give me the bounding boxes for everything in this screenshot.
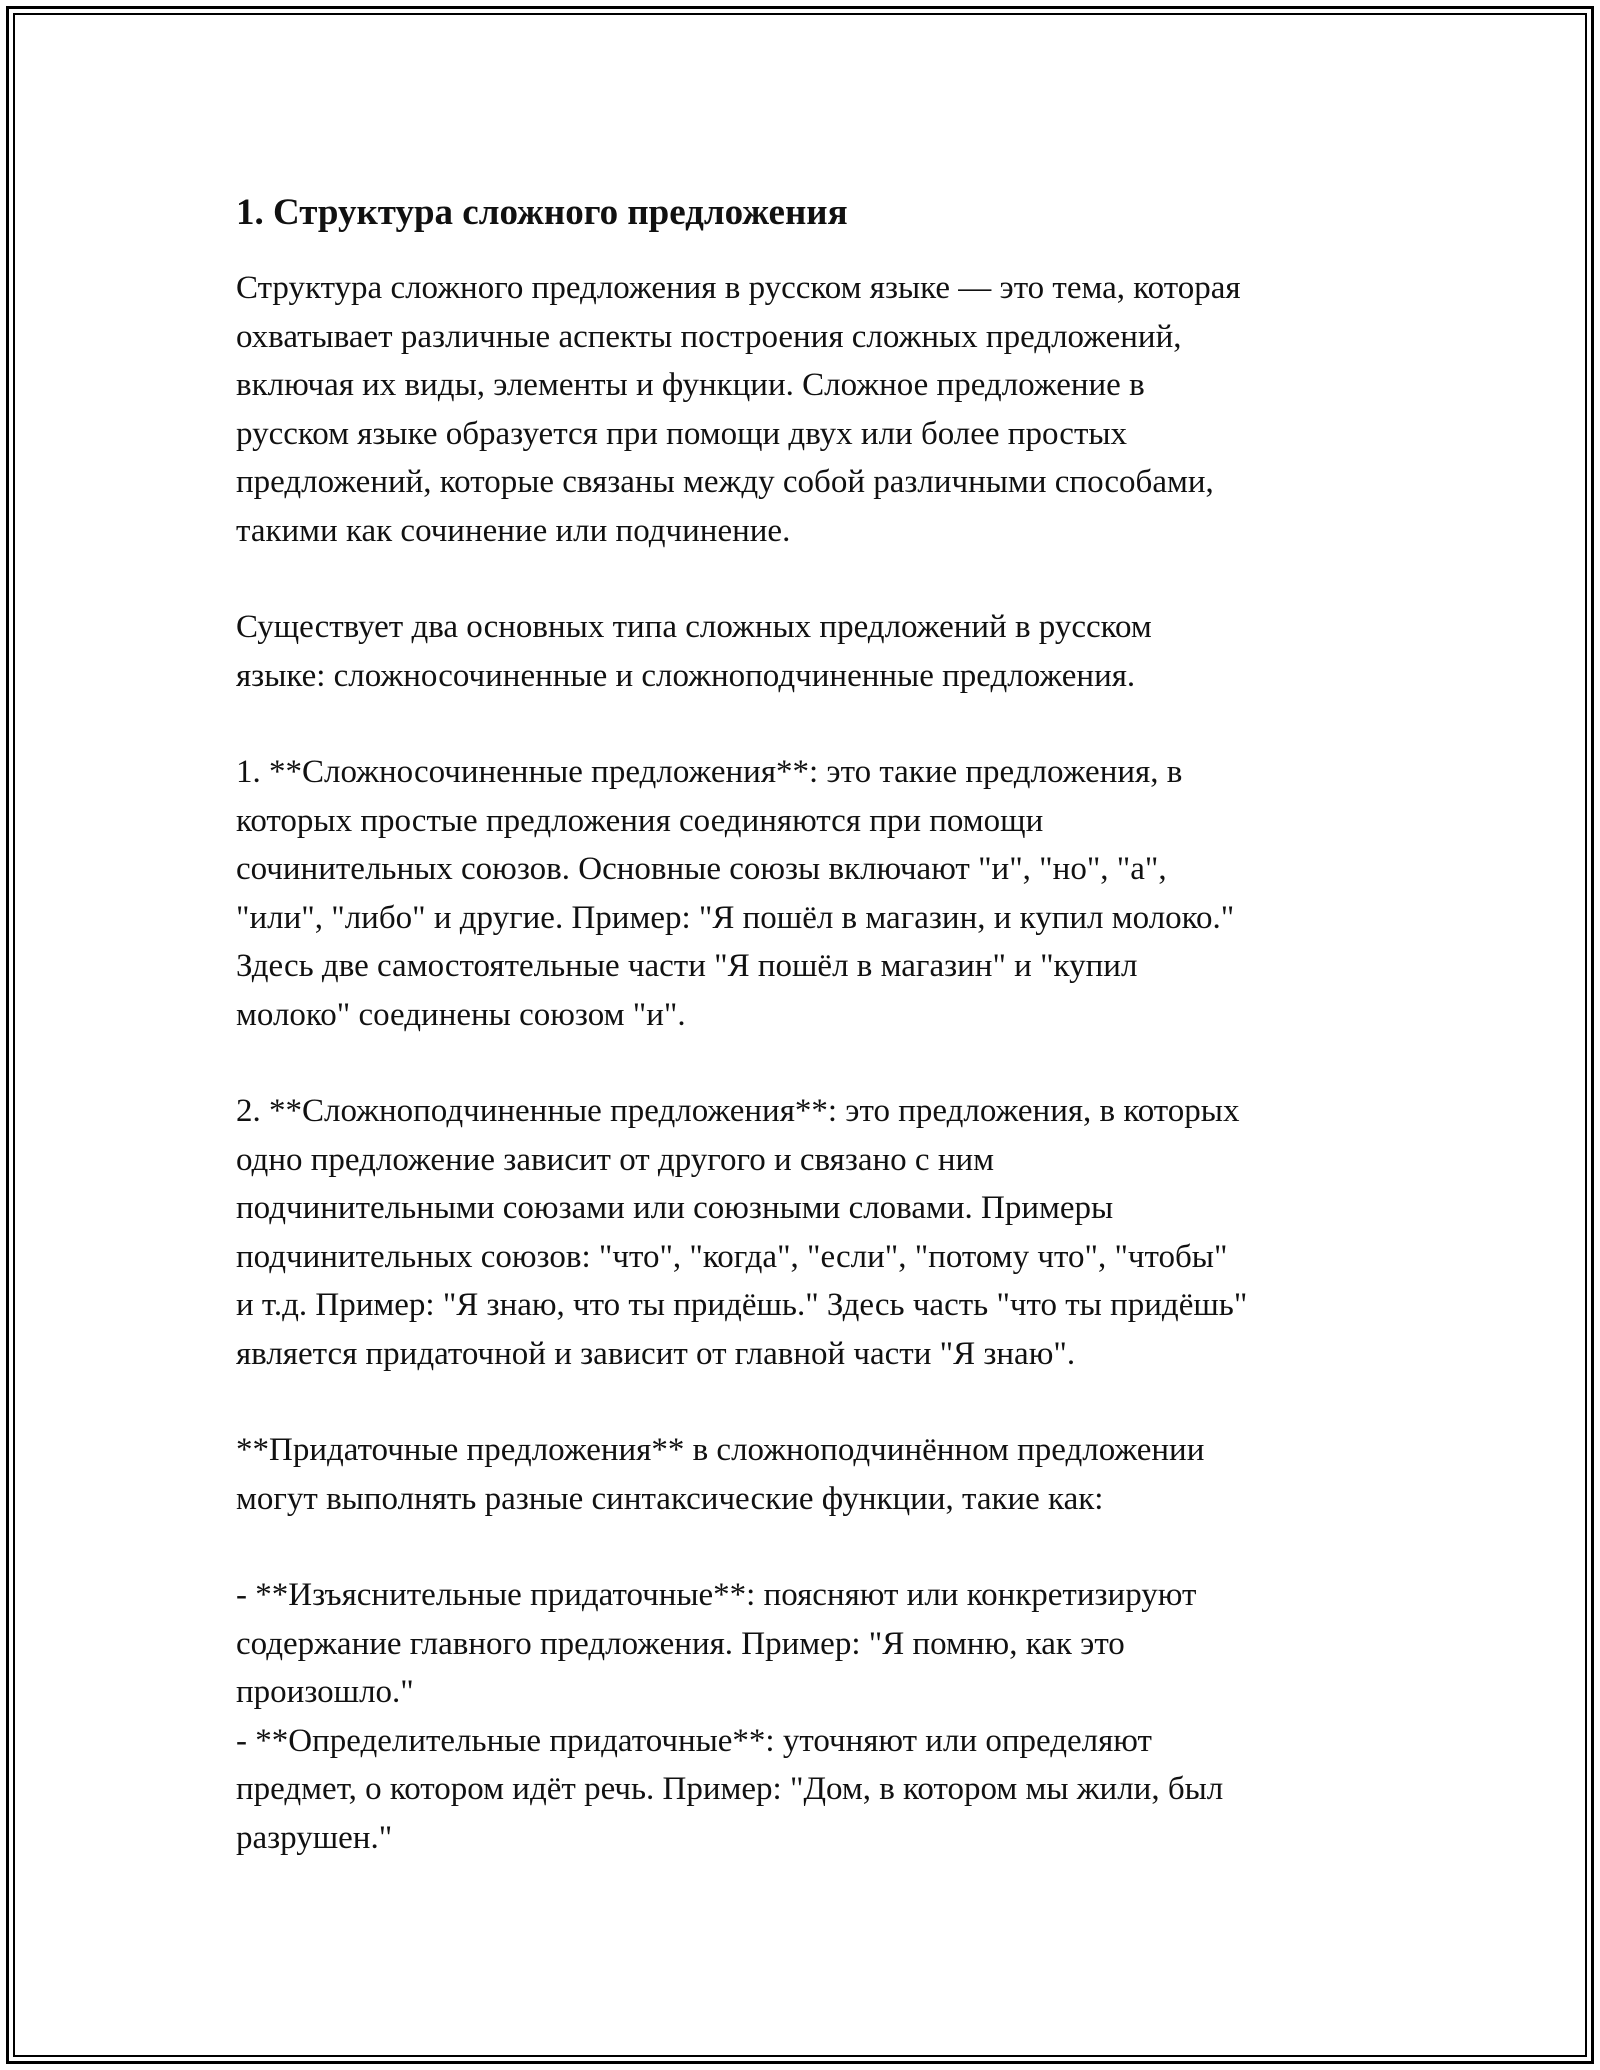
document-body [236,184,1366,1862]
document-title: 1. Структура сложного предложения [236,192,848,233]
paragraph-types: Существует два основных типа сложных предложений в русском языке: сложносочиненные и сложноподчиненные предложения. [236,609,1152,694]
paragraph-intro: Структура сложного предложения в русском языке — это тема, которая охватывает различные аспекты построения сложных предложений, включая их виды, элементы и функции. Сложное предложение в русском языке образуется при помощи двух или более простых предложений, которые связаны между собой различными способами, такими как сочинение или подчинение. [236,270,1241,549]
paragraph-complex: 2. **Сложноподчиненные предложения**: это предложения, в которых одно предложение зависит от другого и связано с ним подчинительными союзами или союзными словами. Примеры подчинительных союзов: "что", "когда", "если", "потому что", "чтобы" и т.д. Пример: "Я знаю, что ты придёшь." Здесь часть "что ты придёшь" является придаточной и зависит от главной части "Я знаю". [236,1093,1248,1372]
paragraph-compound: 1. **Сложносочиненные предложения**: это такие предложения, в которых простые предложения соединяются при помощи сочинительных союзов. Основные союзы включают "и", "но", "а", "или", "либо" и другие. Пример: "Я пошёл в магазин, и купил молоко." Здесь две самостоятельные части "Я пошёл в магазин" и "купил молоко" соединены союзом "и". [236,754,1235,1033]
paragraph-subordinate-list: - **Изъяснительные придаточные**: поясняют или конкретизируют содержание главного предложения. Пример: "Я помню, как это произошло." - **Определительные придаточные**: уточняют или определяют предмет, о котором идёт речь. Пример: "Дом, в котором мы жили, был разрушен." [236,1577,1224,1856]
paragraph-subordinate-intro: **Придаточные предложения** в сложноподчинённом предложении могут выполнять разные синтаксические функции, такие как: [236,1432,1205,1517]
